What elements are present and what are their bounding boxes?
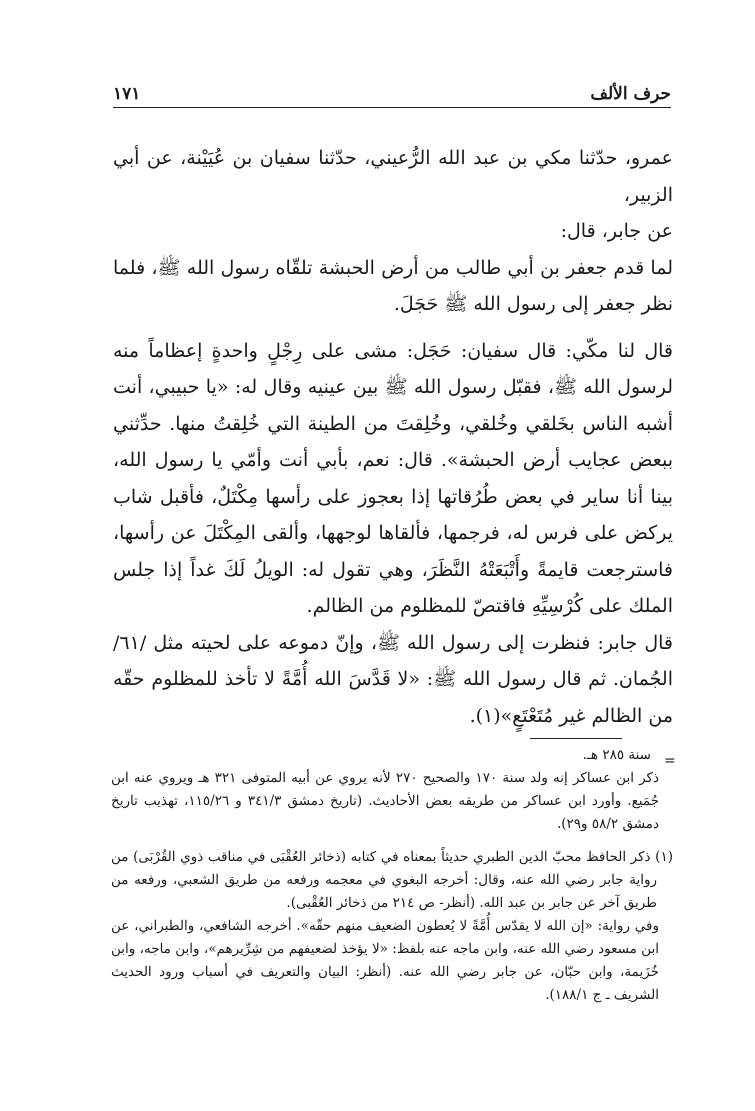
paragraph-hadith: لما قدم جعفر بن أبي طالب من أرض الحبشة تلقّاه رسول الله ﷺ، فلما نظر جعفر إلى رسول الله ﷺ حَجَلَ. <box>113 256 673 315</box>
paragraph-isnad: عمرو، حدّثنا مكي بن عبد الله الرُّعيني، حدّثنا سفيان بن عُيَيْنة، عن أبي الزبير، <box>113 147 673 206</box>
footnote-1: (١) ذكر الحافظ محبّ الدين الطبري حديثاً بمعناه في كتابه (ذخائر العُقْبَى في مناقب ذوي القُرْبَى) من رواية جابر رضي الله عنه، وقال: أخرجه البغوي في معجمه ورفعه من طريق الشعبي، ورفعه من طريق آخر عن جابر بن عبد الله. (أنظر- ص ٢١٤ من ذخائر العُقْبى). <box>111 849 673 911</box>
paragraph-conclusion: قال جابر: فنظرت إلى رسول الله ﷺ، وإنّ دموعه على لحيته مثل /٦١/ الجُمان. ثم قال رسول الله ﷺ: «لا قَدَّسَ الله أُمَّةً لا تأخذ للمظلوم حقّه من الظالم غير مُتَعْتَعٍ»(١). <box>113 631 673 727</box>
main-text <box>113 140 673 734</box>
footnote-continued-line: سنة ٢٨٥ هـ. <box>582 747 651 763</box>
page-header <box>113 78 671 104</box>
footnotes <box>111 744 673 1007</box>
footnote-continuation-mark: = <box>664 753 676 769</box>
page-number: ١٧١ <box>113 84 141 104</box>
running-title: حرف الألف <box>590 84 671 104</box>
paragraph-narrator: عن جابر، قال: <box>560 220 673 242</box>
paragraph-gap <box>113 323 673 333</box>
footnote-gap <box>111 836 673 846</box>
footnote-rule <box>530 738 622 739</box>
footnote-1-continued: وفي رواية: «إن الله لا يقدّس أُمَّةً لا يُعطون الضعيف منهم حقّه». أخرجه الشافعي، والطبراني، عن ابن مسعود رضي الله عنه، وابن ماجه عنه بلفظ: «لا يؤخذ لضعيفهم من شِرِّيرهم»، وابن ماجه، وابن خُزَيمة، وابن حبّان، عن جابر رضي الله عنه. (أنظر: البيان والتعريف في أسباب ورود الحديث الشريف ـ ج ١٨٨/١). <box>111 918 659 1003</box>
footnote-continued-body: ذكر ابن عساكر إنه ولد سنة ١٧٠ والصحيح ٢٧٠ لأنه يروي عن أبيه المتوفى ٣٢١ هـ ويروي عنه ابن جُمَيع. وأورد ابن عساكر من طريقه بعض الأحاديث. (تاريخ دمشق ٣٤١/٣ و ١١٥/٢٦، تهذيب تاريخ دمشق ٥٨/٢ و٢٩). <box>111 770 659 832</box>
paragraph-story: قال لنا مكّي: قال سفيان: حَجَل: مشى على رِجْلٍ واحدةٍ إعظاماً منه لرسول الله ﷺ، فقبّل رسول الله ﷺ بين عينيه وقال له: «يا حبيبي، أنت أشبه الناس بخَلقي وخُلقي، وخُلِقتَ من الطينة التي خُلِقتُ منها. حدِّثني ببعض عجايب أرض الحبشة». قال: نعم، بأبي أنت وأمّي يا رسول الله، بينا أنا ساير في بعض طُرُقاتها إذا بعجوز على رأسها مِكْتَلٌ، فأقبل شاب يركض على فرس له، فرجمها، فألقاها لوجهها، وألقى المِكْتَلَ عن رأسها، فاسترجعت قايمةً وأَتْبَعَتْهُ النَّظَرَ، وهي تقول له: الويلُ لَكَ غداً إذا جلس الملك على كُرْسِيِّهِ فاقتصّ للمظلوم من الظالم. <box>113 339 673 617</box>
header-rule <box>113 107 671 108</box>
